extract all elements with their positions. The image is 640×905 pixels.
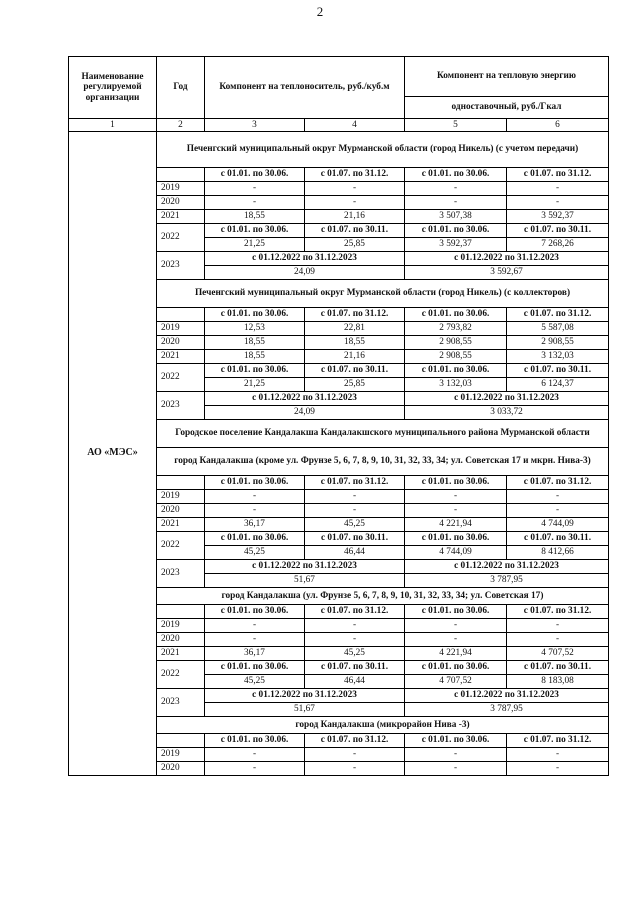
- value-cell: 18,55: [305, 336, 405, 350]
- value-cell: 25,85: [305, 378, 405, 392]
- value-cell: 45,25: [305, 647, 405, 661]
- year-cell: 2020: [157, 633, 205, 647]
- period-label: с 01.07. по 31.12.: [507, 605, 609, 619]
- year-cell: 2021: [157, 518, 205, 532]
- year-cell: 2020: [157, 504, 205, 518]
- value-cell: -: [205, 762, 305, 776]
- value-cell: -: [305, 748, 405, 762]
- period-label: с 01.01. по 30.06.: [405, 532, 507, 546]
- period-label: с 01.07. по 30.11.: [507, 364, 609, 378]
- value-cell: 3 592,37: [507, 210, 609, 224]
- value-cell: -: [405, 490, 507, 504]
- value-cell: -: [305, 633, 405, 647]
- period-label: с 01.01. по 30.06.: [405, 168, 507, 182]
- organization-name: АО «МЭС»: [69, 132, 157, 776]
- column-number: 4: [305, 119, 405, 132]
- value-cell: 18,55: [205, 336, 305, 350]
- year-cell: 2023: [157, 689, 205, 717]
- value-cell: 6 124,37: [507, 378, 609, 392]
- year-cell: 2023: [157, 560, 205, 588]
- value-cell: -: [305, 490, 405, 504]
- period-label: с 01.01. по 30.06.: [205, 734, 305, 748]
- value-cell: -: [205, 490, 305, 504]
- value-cell: 51,67: [205, 574, 405, 588]
- value-cell: 45,25: [305, 518, 405, 532]
- value-cell: 36,17: [205, 518, 305, 532]
- value-cell: 51,67: [205, 703, 405, 717]
- value-cell: 3 787,95: [405, 574, 609, 588]
- column-number: 6: [507, 119, 609, 132]
- period-label: с 01.01. по 30.06.: [205, 308, 305, 322]
- value-cell: 24,09: [205, 266, 405, 280]
- period-label: с 01.07. по 30.11.: [305, 364, 405, 378]
- period-label: с 01.07. по 30.11.: [305, 661, 405, 675]
- header-coolant: Компонент на теплоноситель, руб./куб.м: [205, 57, 405, 119]
- year-cell: 2021: [157, 210, 205, 224]
- value-cell: -: [507, 196, 609, 210]
- value-cell: 8 183,08: [507, 675, 609, 689]
- year-cell: 2019: [157, 322, 205, 336]
- column-numbers-row: [69, 119, 609, 132]
- period-label: с 01.01. по 30.06.: [405, 308, 507, 322]
- header-org: Наименование регулируемой организации: [69, 57, 157, 119]
- period-label: с 01.01. по 30.06.: [205, 661, 305, 675]
- value-cell: 2 908,55: [405, 336, 507, 350]
- period-label: с 01.12.2022 по 31.12.2023: [405, 560, 609, 574]
- empty-cell: [157, 308, 205, 322]
- period-label: с 01.12.2022 по 31.12.2023: [205, 689, 405, 703]
- value-cell: 7 268,26: [507, 238, 609, 252]
- period-label: с 01.07. по 31.12.: [305, 605, 405, 619]
- value-cell: 3 592,37: [405, 238, 507, 252]
- value-cell: 3 507,38: [405, 210, 507, 224]
- period-label: с 01.01. по 30.06.: [205, 476, 305, 490]
- value-cell: 4 707,52: [405, 675, 507, 689]
- period-label: с 01.07. по 30.11.: [507, 224, 609, 238]
- value-cell: -: [405, 196, 507, 210]
- period-label: с 01.01. по 30.06.: [405, 605, 507, 619]
- period-label: с 01.07. по 31.12.: [507, 308, 609, 322]
- section-title: Печенгский муниципальный округ Мурманской области (город Никель) (с учетом передачи): [157, 132, 609, 168]
- year-cell: 2021: [157, 647, 205, 661]
- year-cell: 2022: [157, 224, 205, 252]
- period-label: с 01.12.2022 по 31.12.2023: [205, 252, 405, 266]
- year-cell: 2019: [157, 490, 205, 504]
- period-label: с 01.07. по 31.12.: [305, 476, 405, 490]
- year-cell: 2022: [157, 364, 205, 392]
- period-label: с 01.01. по 30.06.: [405, 476, 507, 490]
- section-title: город Кандалакша (кроме ул. Фрунзе 5, 6, 7, 8, 9, 10, 31, 32, 33, 34; ул. Советская 17 и мкрн. Нива-3): [157, 448, 609, 476]
- value-cell: 5 587,08: [507, 322, 609, 336]
- value-cell: -: [305, 504, 405, 518]
- value-cell: 45,25: [205, 546, 305, 560]
- value-cell: 3 132,03: [507, 350, 609, 364]
- value-cell: -: [205, 182, 305, 196]
- empty-cell: [157, 476, 205, 490]
- value-cell: 36,17: [205, 647, 305, 661]
- period-label: с 01.07. по 31.12.: [507, 476, 609, 490]
- value-cell: -: [205, 196, 305, 210]
- value-cell: -: [205, 504, 305, 518]
- value-cell: 46,44: [305, 546, 405, 560]
- empty-cell: [157, 734, 205, 748]
- year-cell: 2022: [157, 532, 205, 560]
- year-cell: 2023: [157, 392, 205, 420]
- value-cell: -: [507, 619, 609, 633]
- year-cell: 2019: [157, 619, 205, 633]
- value-cell: 4 221,94: [405, 518, 507, 532]
- period-label: с 01.12.2022 по 31.12.2023: [405, 392, 609, 406]
- value-cell: 21,25: [205, 238, 305, 252]
- year-cell: 2020: [157, 196, 205, 210]
- period-label: с 01.01. по 30.06.: [205, 605, 305, 619]
- value-cell: -: [507, 182, 609, 196]
- value-cell: 2 793,82: [405, 322, 507, 336]
- column-number: 2: [157, 119, 205, 132]
- empty-cell: [157, 605, 205, 619]
- period-label: с 01.07. по 30.11.: [305, 224, 405, 238]
- value-cell: 3 033,72: [405, 406, 609, 420]
- value-cell: -: [507, 490, 609, 504]
- value-cell: 45,25: [205, 675, 305, 689]
- period-label: с 01.07. по 31.12.: [507, 734, 609, 748]
- period-label: с 01.01. по 30.06.: [405, 364, 507, 378]
- value-cell: -: [305, 182, 405, 196]
- value-cell: -: [305, 196, 405, 210]
- section-title: Городское поселение Кандалакша Кандалакшского муниципального района Мурманской области: [157, 420, 609, 448]
- empty-cell: [157, 168, 205, 182]
- value-cell: 12,53: [205, 322, 305, 336]
- value-cell: 21,16: [305, 350, 405, 364]
- period-label: с 01.07. по 30.11.: [507, 661, 609, 675]
- period-label: с 01.01. по 30.06.: [405, 661, 507, 675]
- period-label: с 01.07. по 31.12.: [507, 168, 609, 182]
- value-cell: 2 908,55: [405, 350, 507, 364]
- value-cell: 3 787,95: [405, 703, 609, 717]
- value-cell: -: [205, 619, 305, 633]
- value-cell: 3 132,03: [405, 378, 507, 392]
- period-label: с 01.01. по 30.06.: [205, 532, 305, 546]
- value-cell: 4 707,52: [507, 647, 609, 661]
- value-cell: -: [405, 748, 507, 762]
- value-cell: 46,44: [305, 675, 405, 689]
- section-title-row: [69, 132, 609, 168]
- section-title: Печенгский муниципальный округ Мурманской области (город Никель) (с коллекторов): [157, 280, 609, 308]
- period-label: с 01.07. по 30.11.: [507, 532, 609, 546]
- period-label: с 01.07. по 31.12.: [305, 734, 405, 748]
- period-label: с 01.01. по 30.06.: [205, 224, 305, 238]
- header-year: Год: [157, 57, 205, 119]
- value-cell: -: [507, 633, 609, 647]
- column-number: 5: [405, 119, 507, 132]
- period-label: с 01.01. по 30.06.: [405, 734, 507, 748]
- value-cell: 4 744,09: [507, 518, 609, 532]
- value-cell: 25,85: [305, 238, 405, 252]
- value-cell: 18,55: [205, 210, 305, 224]
- header-energy: Компонент на тепловую энергию: [405, 57, 609, 97]
- period-label: с 01.12.2022 по 31.12.2023: [405, 252, 609, 266]
- year-cell: 2020: [157, 336, 205, 350]
- year-cell: 2021: [157, 350, 205, 364]
- value-cell: 8 412,66: [507, 546, 609, 560]
- year-cell: 2023: [157, 252, 205, 280]
- value-cell: -: [507, 504, 609, 518]
- column-number: 1: [69, 119, 157, 132]
- value-cell: 18,55: [205, 350, 305, 364]
- year-cell: 2022: [157, 661, 205, 689]
- value-cell: -: [405, 619, 507, 633]
- period-label: с 01.12.2022 по 31.12.2023: [405, 689, 609, 703]
- value-cell: -: [205, 633, 305, 647]
- section-title: город Кандалакша (микрорайон Нива -3): [157, 717, 609, 734]
- value-cell: -: [405, 633, 507, 647]
- period-label: с 01.07. по 31.12.: [305, 308, 405, 322]
- value-cell: 22,81: [305, 322, 405, 336]
- value-cell: -: [405, 504, 507, 518]
- section-title: город Кандалакша (ул. Фрунзе 5, 6, 7, 8, 9, 10, 31, 32, 33, 34; ул. Советская 17): [157, 588, 609, 605]
- value-cell: 2 908,55: [507, 336, 609, 350]
- value-cell: -: [405, 182, 507, 196]
- period-label: с 01.01. по 30.06.: [205, 168, 305, 182]
- value-cell: -: [205, 748, 305, 762]
- period-label: с 01.07. по 30.11.: [305, 532, 405, 546]
- period-label: с 01.12.2022 по 31.12.2023: [205, 560, 405, 574]
- year-cell: 2019: [157, 182, 205, 196]
- value-cell: 24,09: [205, 406, 405, 420]
- value-cell: -: [507, 762, 609, 776]
- value-cell: 21,25: [205, 378, 305, 392]
- period-label: с 01.12.2022 по 31.12.2023: [205, 392, 405, 406]
- page-number: 2: [316, 4, 324, 19]
- value-cell: -: [305, 619, 405, 633]
- year-cell: 2019: [157, 748, 205, 762]
- period-label: с 01.07. по 31.12.: [305, 168, 405, 182]
- value-cell: 21,16: [305, 210, 405, 224]
- value-cell: -: [305, 762, 405, 776]
- value-cell: -: [405, 762, 507, 776]
- column-number: 3: [205, 119, 305, 132]
- value-cell: 4 744,09: [405, 546, 507, 560]
- value-cell: 4 221,94: [405, 647, 507, 661]
- header-energy-sub: одноставочный, руб./Гкал: [405, 97, 609, 119]
- value-cell: -: [507, 748, 609, 762]
- period-label: с 01.01. по 30.06.: [405, 224, 507, 238]
- period-label: с 01.01. по 30.06.: [205, 364, 305, 378]
- tariff-table: [68, 56, 609, 776]
- value-cell: 3 592,67: [405, 266, 609, 280]
- year-cell: 2020: [157, 762, 205, 776]
